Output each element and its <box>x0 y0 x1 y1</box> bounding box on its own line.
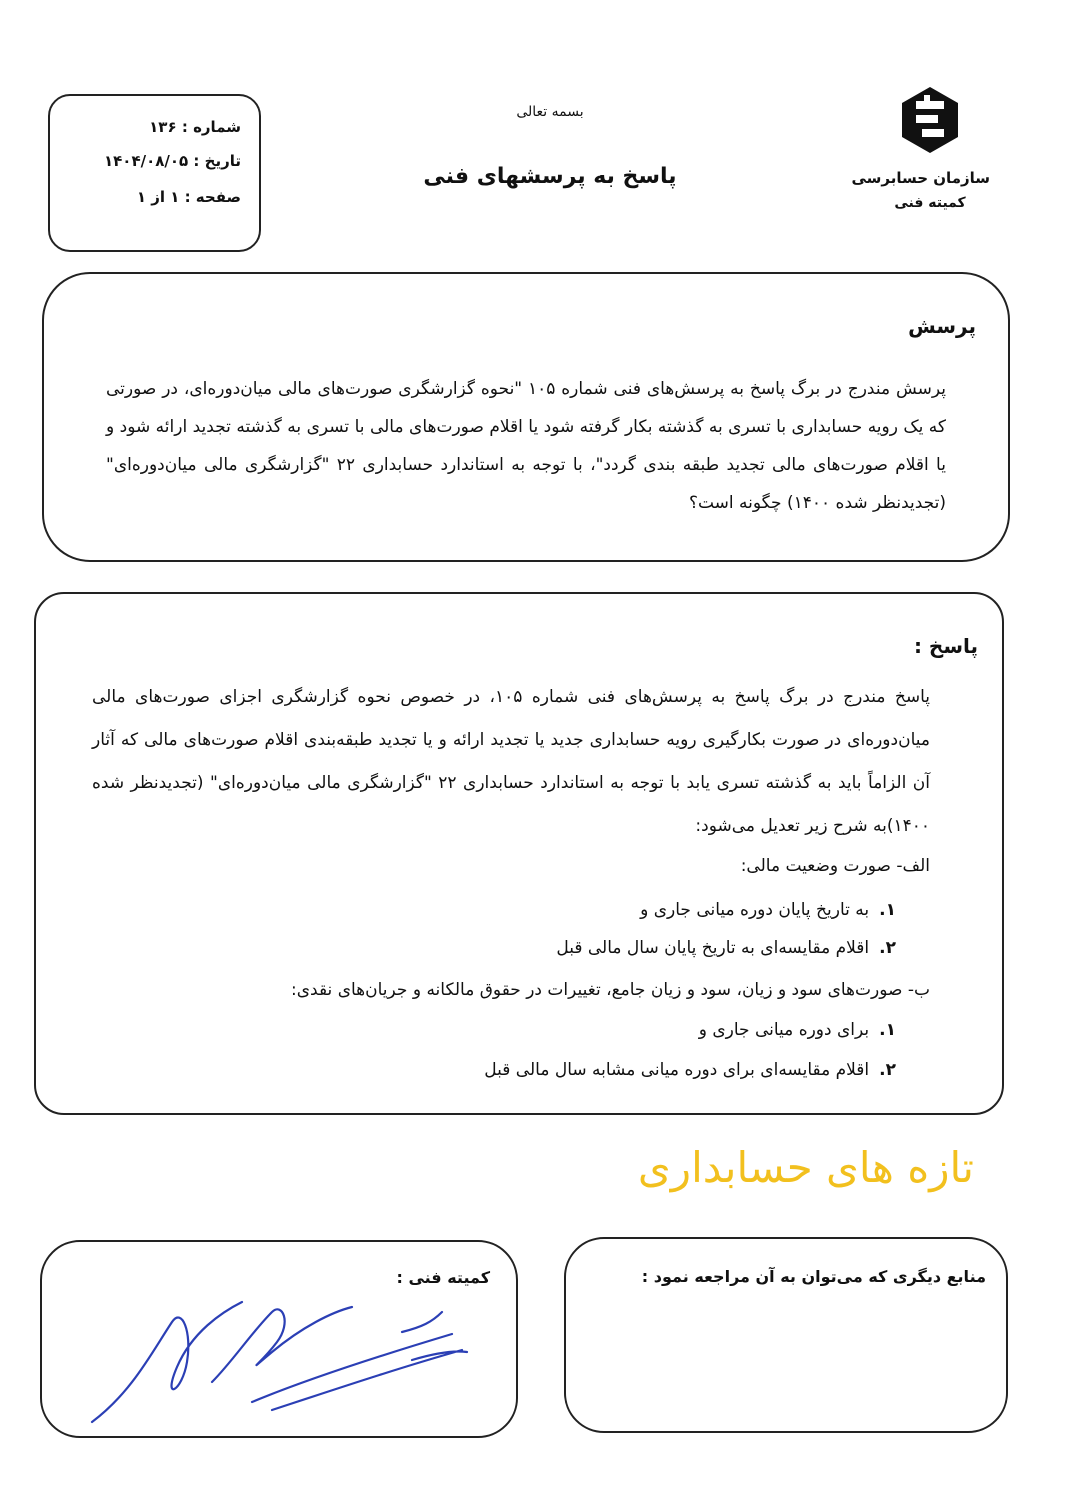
list-item-text: اقلام مقایسه‌ای برای دوره میانی مشابه سال مالی قبل <box>484 1060 870 1080</box>
document-date: تاریخ : ۱۴۰۴/۰۸/۰۵ <box>104 152 241 170</box>
question-box <box>42 272 1010 562</box>
list-item-number: ۲. <box>879 1060 896 1080</box>
signature-box <box>40 1240 518 1438</box>
document-title: پاسخ به پرسشهای فنی <box>423 164 677 189</box>
question-heading: پرسش <box>908 314 976 338</box>
organization-header <box>851 85 990 245</box>
watermark-text: تازه های حسابداری <box>637 1143 974 1192</box>
bismillah-text: بسمه تعالی <box>516 104 584 120</box>
answer-heading: پاسخ : <box>913 634 978 658</box>
list-item-number: ۱. <box>879 1020 896 1040</box>
section-a-title: الف- صورت وضعیت مالی: <box>740 856 930 876</box>
signature-label: کمیته فنی : <box>396 1268 490 1287</box>
list-item <box>556 938 896 958</box>
document-number: شماره : ۱۳۶ <box>149 118 241 136</box>
list-item <box>699 1020 896 1040</box>
references-box <box>564 1237 1008 1433</box>
list-item-number: ۱. <box>879 900 896 920</box>
answer-box <box>34 592 1004 1115</box>
answer-text: پاسخ مندرج در برگ پاسخ به پرسش‌های فنی شماره ۱۰۵، در خصوص نحوه گزارشگری اجزای صورت‌های مالی میان‌دوره‌ای در صورت بکارگیری رویه حسابداری جدید یا تجدید ارائه و یا تجدید طبقه‌بندی اقلام صورت‌های مالی که آثار آن الزاماً باید به گذشته تسری یابد با توجه به استاندارد حسابداری ۲۲ "گزارشگری مالی میان‌دوره‌ای" (تجدیدنظر شده ۱۴۰۰)به شرح زیر تعدیل می‌شود: <box>92 687 930 836</box>
list-item <box>640 900 896 920</box>
organization-logo-icon <box>894 85 966 155</box>
section-b-title: ب- صورت‌های سود و زیان، سود و زیان جامع، تغییرات در حقوق مالکانه و جریان‌های نقدی: <box>291 980 930 1000</box>
document-page: صفحه : ۱ از ۱ <box>136 188 241 206</box>
list-item-text: اقلام مقایسه‌ای به تاریخ پایان سال مالی قبل <box>556 938 870 958</box>
signature-icon <box>72 1272 472 1432</box>
list-item <box>484 1060 896 1080</box>
list-item-number: ۲. <box>879 938 896 958</box>
list-item-text: به تاریخ پایان دوره میانی جاری و <box>640 900 870 920</box>
references-label: منابع دیگری که می‌توان به آن مراجعه نمود : <box>641 1267 986 1286</box>
organization-name: سازمان حسابرسی <box>851 169 990 187</box>
question-text: پرسش مندرج در برگ پاسخ به پرسش‌های فنی شماره ۱۰۵ "نحوه گزارشگری صورت‌های مالی میان‌دوره‌ای، در صورتی که یک رویه حسابداری با تسری به گذشته بکار گرفته شود یا اقلام صورت‌های مالی با تسری به گذشته تجدید ارائه شود و یا اقلام صورت‌های مالی تجدید طبقه بندی گردد"، با توجه به استاندارد حسابداری ۲۲ "گزارشگری مالی میان‌دوره‌ای" (تجدیدنظر شده ۱۴۰۰) چگونه است؟ <box>106 379 946 513</box>
organization-unit: کمیته فنی <box>894 195 966 211</box>
list-item-text: برای دوره میانی جاری و <box>698 1020 870 1040</box>
document-meta-box <box>48 94 261 252</box>
